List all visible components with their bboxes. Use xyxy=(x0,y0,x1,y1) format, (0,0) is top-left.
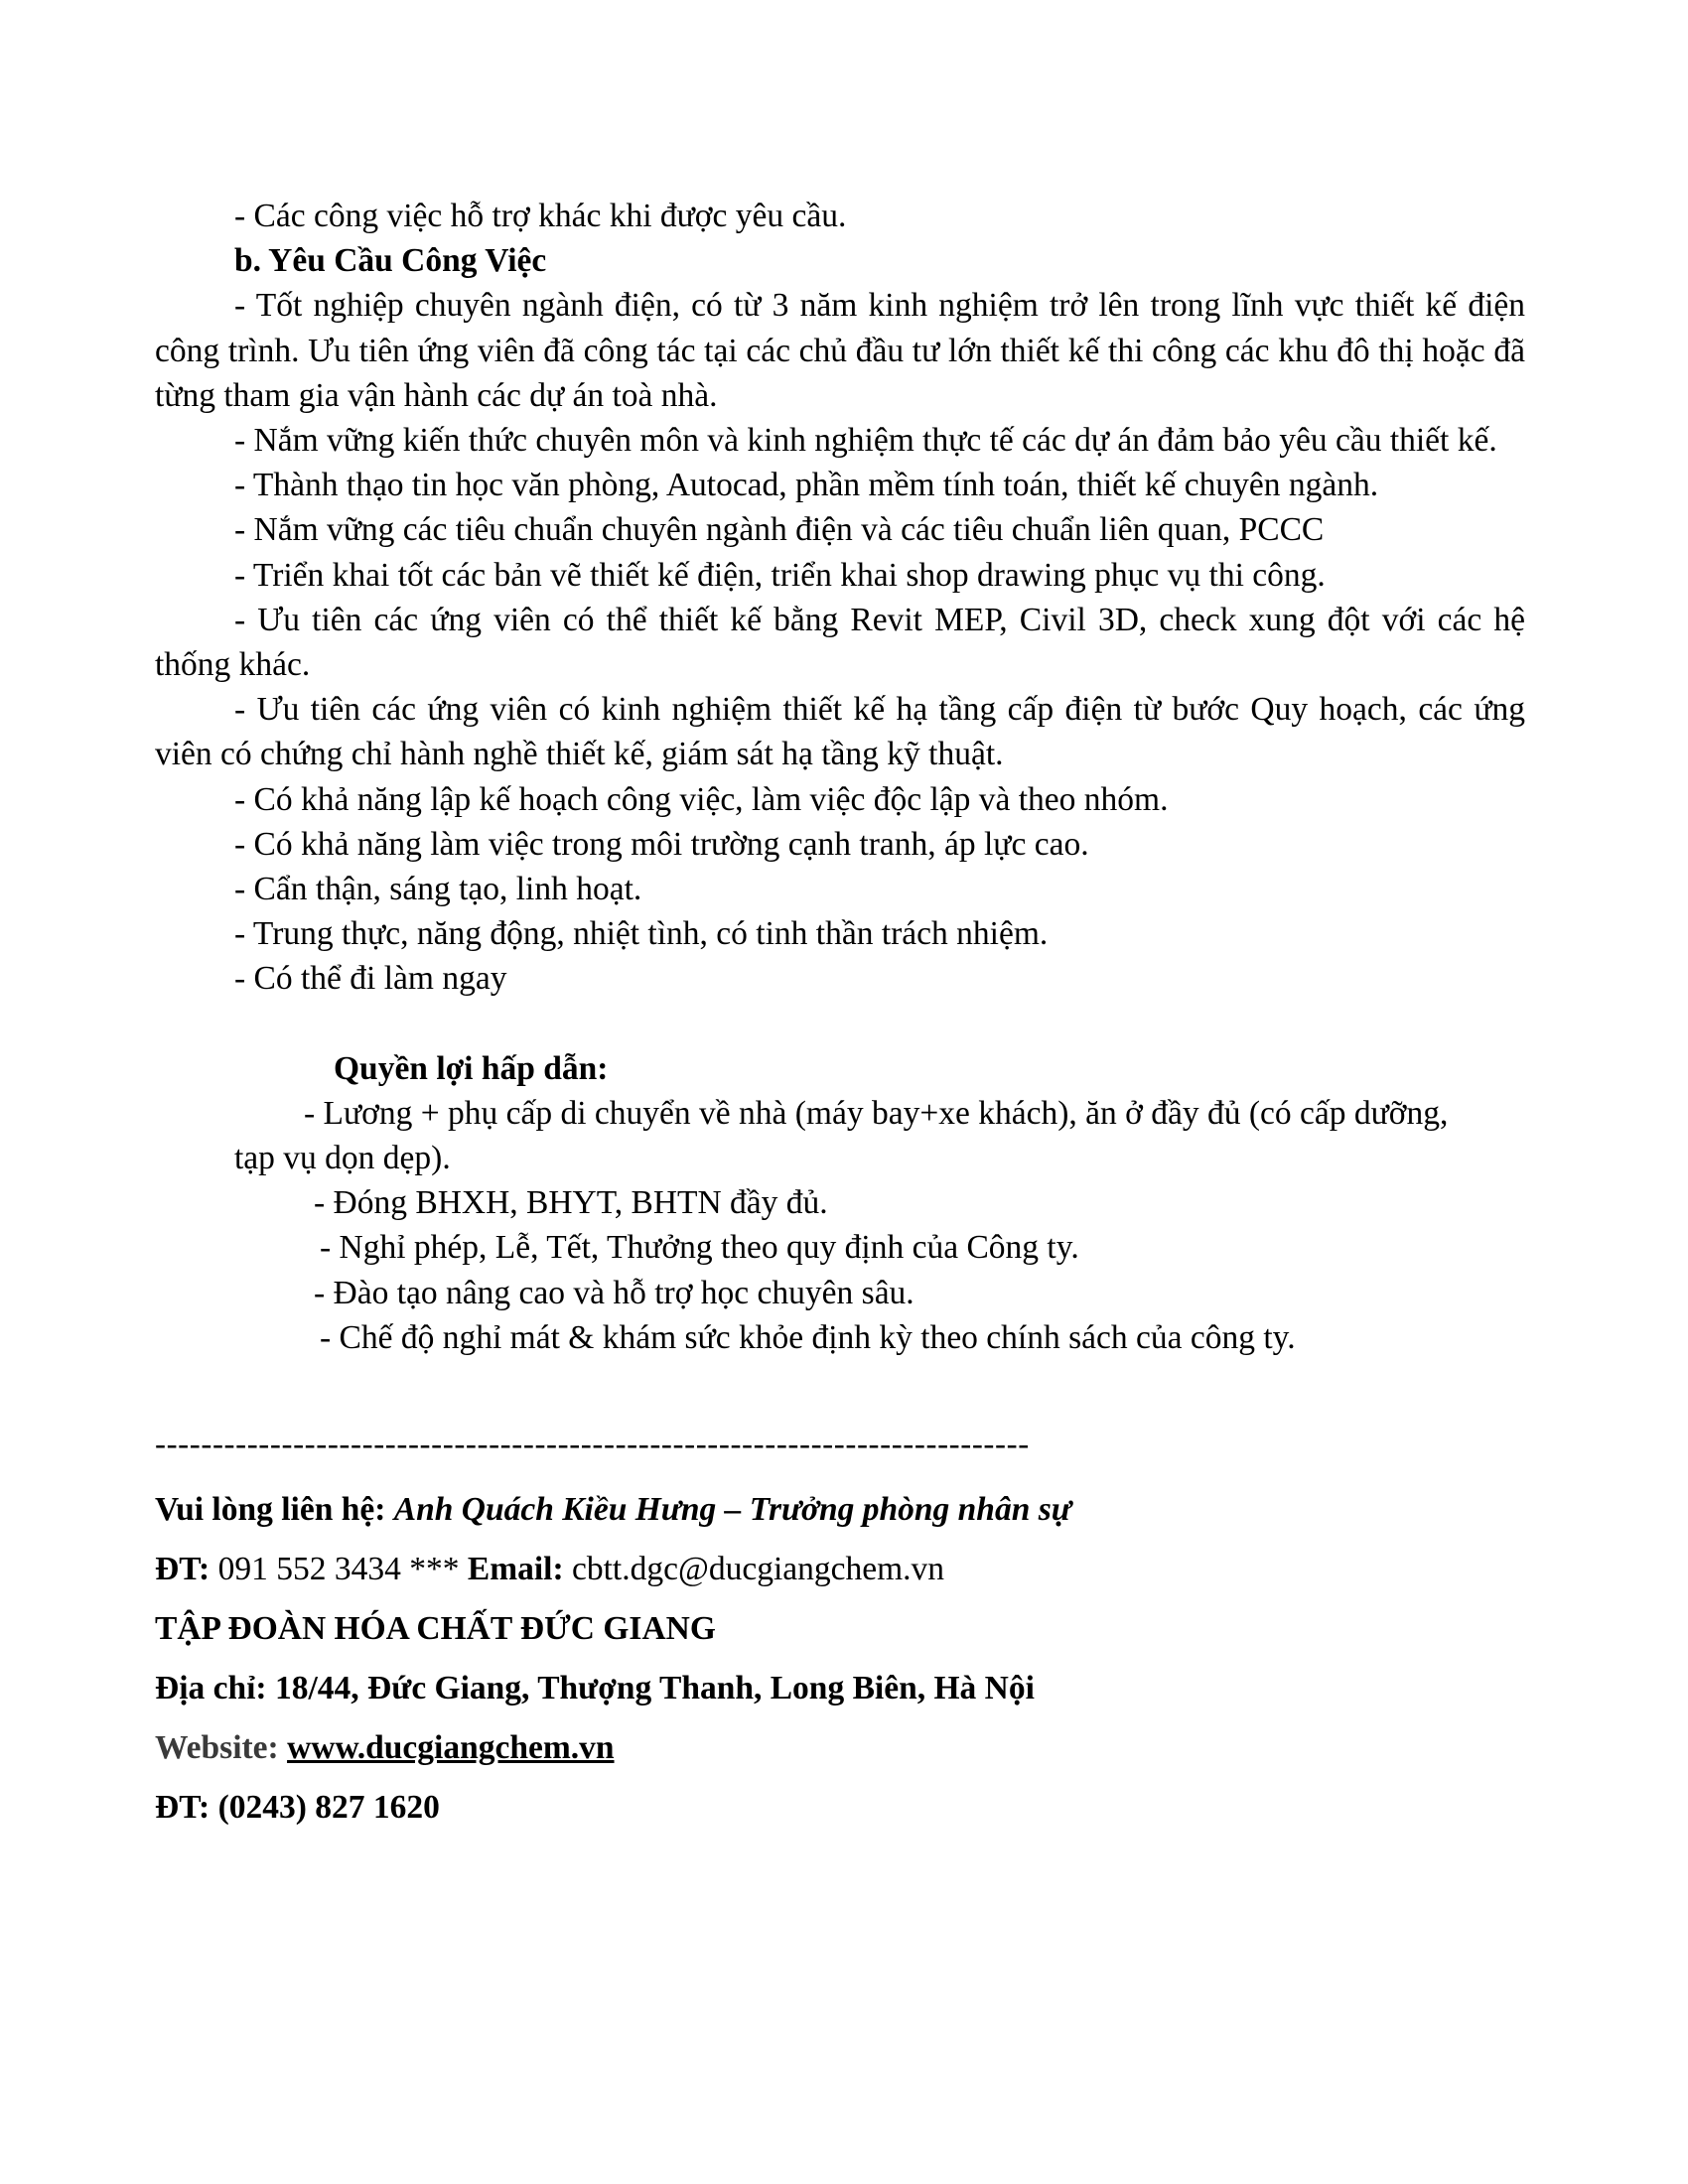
office-phone: ĐT: (0243) 827 1620 xyxy=(155,1789,440,1826)
contact-label: Vui lòng liên hệ: xyxy=(155,1491,386,1528)
requirement-item: - Trung thực, năng động, nhiệt tình, có tinh thần trách nhiệm. xyxy=(234,915,1049,953)
email-label: Email: xyxy=(467,1551,564,1587)
benefit-line: tạp vụ dọn dẹp). xyxy=(234,1140,451,1177)
duties-last-item: - Các công việc hỗ trợ khác khi được yêu cầu. xyxy=(234,198,847,234)
requirement-item: - Nắm vững các tiêu chuẩn chuyên ngành điện và các tiêu chuẩn liên quan, PCCC xyxy=(234,511,1325,549)
section-gap xyxy=(155,1002,1525,1046)
benefit-item xyxy=(155,1091,1525,1180)
website-line xyxy=(155,1718,1071,1778)
benefit-item: - Chế độ nghỉ mát & khám sức khỏe định kỳ theo chính sách của công ty. xyxy=(320,1318,1296,1356)
requirement-item: - Ưu tiên các ứng viên có thể thiết kế bằng Revit MEP, Civil 3D, check xung đột với các hệ thống khác. xyxy=(155,601,1525,684)
requirement-item: - Ưu tiên các ứng viên có kinh nghiệm thiết kế hạ tầng cấp điện từ bước Quy hoạch, các ứng viên có chứng chỉ hành nghề thiết kế, giám sát hạ tầng kỹ thuật. xyxy=(155,691,1525,773)
requirement-item: - Tốt nghiệp chuyên ngành điện, có từ 3 năm kinh nghiệm trở lên trong lĩnh vực thiết kế điện công trình. Ưu tiên ứng viên đã công tác tại các chủ đầu tư lớn thiết kế thi công các khu đô thị hoặc đã từng tham gia vận hành các dự án toà nhà. xyxy=(155,287,1525,414)
benefit-item: - Đào tạo nâng cao và hỗ trợ học chuyên sâu. xyxy=(314,1274,914,1311)
website-label: Website: xyxy=(155,1729,279,1766)
benefits-heading: Quyền lợi hấp dẫn: xyxy=(334,1049,609,1087)
company-address: Địa chỉ: 18/44, Đức Giang, Thượng Thanh, Long Biên, Hà Nội xyxy=(155,1670,1035,1706)
requirement-item: - Cẩn thận, sáng tạo, linh hoạt. xyxy=(234,871,642,908)
contact-block xyxy=(155,1480,1071,1838)
phone-label: ĐT: xyxy=(155,1551,211,1587)
requirement-item: - Nắm vững kiến thức chuyên môn và kinh nghiệm thực tế các dự án đảm bảo yêu cầu thiết kế. xyxy=(234,422,1497,460)
job-description-body xyxy=(155,194,1525,1360)
contact-person: Anh Quách Kiều Hưng – Trưởng phòng nhân sự xyxy=(393,1491,1071,1528)
phone-value: 091 552 3434 *** xyxy=(217,1551,460,1587)
requirements-heading: b. Yêu Cầu Công Việc xyxy=(234,242,547,280)
requirement-item: - Thành thạo tin học văn phòng, Autocad, phần mềm tính toán, thiết kế chuyên ngành. xyxy=(234,467,1379,504)
company-name: TẬP ĐOÀN HÓA CHẤT ĐỨC GIANG xyxy=(155,1610,716,1647)
website-link[interactable]: www.ducgiangchem.vn xyxy=(287,1729,615,1766)
requirement-item: - Có khả năng lập kế hoạch công việc, làm việc độc lập và theo nhóm. xyxy=(234,780,1169,818)
benefit-item: - Nghỉ phép, Lễ, Tết, Thưởng theo quy định của Công ty. xyxy=(320,1229,1079,1267)
dashed-separator: ---------------------------------------------------------------------------- xyxy=(155,1427,1030,1462)
contact-person-line xyxy=(155,1480,1071,1540)
phone-email-line xyxy=(155,1540,1071,1599)
benefit-item: - Đóng BHXH, BHYT, BHTN đầy đủ. xyxy=(314,1184,828,1222)
benefit-line: - Lương + phụ cấp di chuyển về nhà (máy bay+xe khách), ăn ở đầy đủ (có cấp dưỡng, xyxy=(304,1094,1449,1132)
requirement-item: - Triển khai tốt các bản vẽ thiết kế điện, triển khai shop drawing phục vụ thi công. xyxy=(234,556,1326,594)
email-value[interactable]: cbtt.dgc@ducgiangchem.vn xyxy=(572,1551,945,1587)
requirement-item: - Có khả năng làm việc trong môi trường cạnh tranh, áp lực cao. xyxy=(234,825,1089,863)
requirement-item: - Có thể đi làm ngay xyxy=(234,960,507,998)
